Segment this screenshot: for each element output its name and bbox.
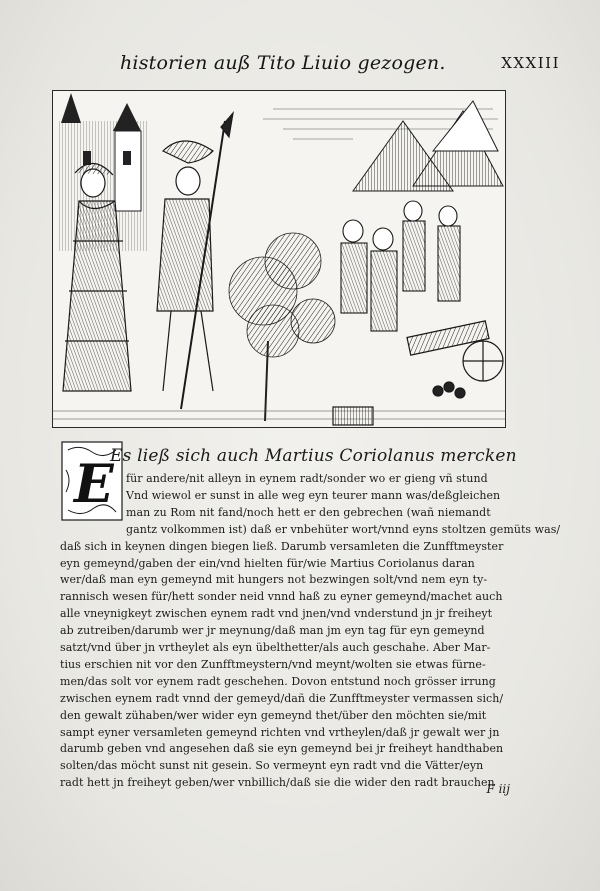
text-line: ab zutreiben/darumb wer jr meynung/daß man jm eyn tag für eyn gemeynd [60, 624, 485, 638]
text-line: man zu Rom nit fand/noch hett er den gebrechen (wañ niemandt [126, 505, 491, 519]
text-line: Vnd wiewol er sunst in alle weg eyn teurer mann was/deßgleichen [126, 488, 501, 502]
running-title: historien auß Tito Liuio gezogen. [120, 52, 446, 74]
text-line: radt hett jn freiheyt geben/wer vnbillich/daß sie die wider den radt brauchen [60, 776, 495, 790]
signature-mark: F iij [486, 782, 510, 796]
text-line: daß sich in keynen dingen biegen ließ. Darumb versamleten die Zunfftmeyster [60, 539, 504, 553]
text-line: den gewalt zühaben/wer wider eyn gemeynd thet/über den möchten sie/mit [60, 708, 487, 722]
text-line: zwischen eynem radt vnnd der gemeyd/dañ die Zunfftmeyster vermassen sich/ [60, 691, 504, 705]
woodcut-illustration [52, 90, 506, 428]
text-line: tius erschien nit vor den Zunfftmeystern/vnd meynt/wolten sie etwas fürne- [60, 657, 486, 671]
text-line: gantz volkommen ist) daß er vnbehüter wort/vnnd eyns stoltzen gemüts was/ [126, 522, 561, 536]
svg-text:E: E [74, 454, 114, 515]
text-line: eyn gemeynd/gaben der ein/vnd hielten für/wie Martius Coriolanus daran [60, 556, 475, 570]
woodcut-icon [53, 91, 506, 428]
text-line: satzt/vnd über jn vrtheylet als eyn übelthetter/als auch geschahe. Aber Mar- [60, 641, 491, 654]
body-text [60, 436, 561, 796]
text-line: solten/das möcht sunst nit gesein. So vermeynt eyn radt vnd die Vätter/eyn [60, 759, 484, 773]
text-line: men/das solt vor eynem radt geschehen. Dovon entstund noch grösser irrung [60, 674, 496, 688]
text-line: wer/daß man eyn gemeynd mit hungers not bezwingen solt/vnd nem eyn ty- [60, 573, 488, 587]
text-line: sampt eyner versamleten gemeynd richten vnd vrtheylen/daß jr gewalt wer jn [60, 725, 500, 739]
text-line: darumb geben vnd angesehen daß sie eyn gemeynd bei jr freiheyt handthaben [60, 742, 504, 756]
folio-number: XXXIII [501, 54, 560, 72]
text-line: rannisch wesen für/hett sonder neid vnnd haß zu eyner gemeynd/machet auch [60, 590, 503, 604]
text-line: für andere/nit alleyn in eynem radt/sonder wo er gieng vñ stund [126, 472, 488, 485]
running-head [120, 48, 560, 78]
text-line: Es ließ sich auch Martius Coriolanus mercken [110, 446, 517, 466]
text-line: alle vneynigkeyt zwischen eynem radt vnd jnen/vnd vnderstund jn jr freiheyt [60, 607, 493, 621]
